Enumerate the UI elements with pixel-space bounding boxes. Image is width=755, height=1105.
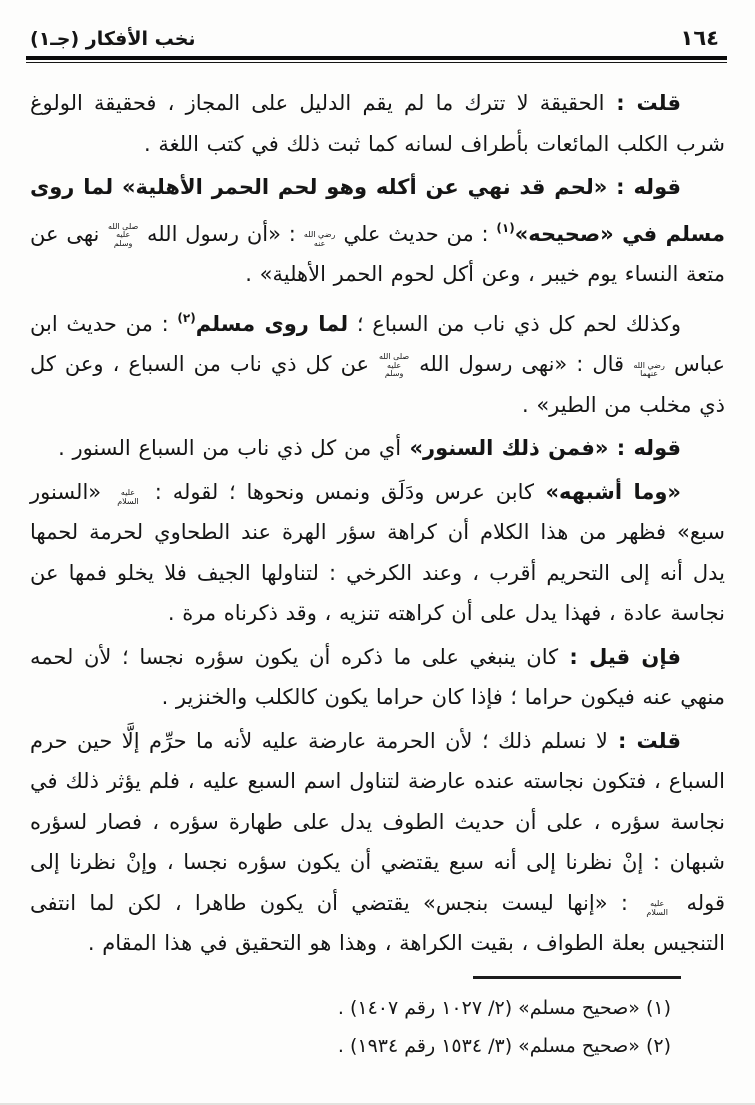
book-title: نخب الأفكار (جـ١): [30, 28, 196, 50]
paragraph: [30, 721, 725, 964]
honorific-mark: صلى الله عليه وسلم: [378, 352, 410, 378]
text-segment-bold: قلت :: [607, 728, 682, 753]
text-segment-bold: فإن قيل :: [558, 644, 681, 669]
text-segment-bold: قوله : «فمن ذلك السنور»: [401, 436, 681, 460]
paragraph: [30, 428, 725, 469]
text-segment: أي من كل ذي ناب من السباع السنور .: [58, 436, 402, 460]
text-segment: لا نسلم ذلك ؛ لأن الحرمة عارضة عليه لأنه ما حرِّم إلَّا حين حرم السباع ، فتكون نجاسته عنده عارضة لتناول اسم السبع عليه ، فلم يؤثر ذلك في نجاسة سؤره ، على أن حديث الطوف يدل على طهارة سؤره ، فصار لسؤره شبهان : إنْ نظرنا إلى أنه سبع يقتضي أن يكون سؤره نجسا ، وإنْ نظرنا إلى قوله: [30, 728, 725, 915]
paragraph: [30, 298, 725, 426]
footnotes: [24, 989, 729, 1065]
footnote: (١) «صحيح مسلم» (٢/ ١٠٢٧ رقم ١٤٠٧) .: [337, 996, 671, 1019]
honorific-mark: صلى الله عليه وسلم: [108, 221, 139, 248]
footnote: (٢) «صحيح مسلم» (٣/ ١٥٣٤ رقم ١٩٣٤) .: [337, 1034, 671, 1057]
footnote-separator: [473, 976, 681, 979]
text-segment: : من حديث علي: [335, 221, 497, 246]
footnote-marker: (٢): [177, 310, 196, 325]
header-rule: [26, 56, 727, 63]
text-segment: كان ينبغي على ما ذكره أن يكون سؤره نجسا ؛ لأن لحمه منهي عنه فيكون حراما ؛ فإذا كان حراما يكون كالكلب والخنزير .: [30, 644, 725, 709]
text-segment: «السنور سبع» فظهر من هذا الكلام أن كراهة سؤر الهرة عند الطحاوي لحرمة لحمها يدل أنه إلى التحريم أقرب ، وعند الكرخي : لتناولها الجيف فلا يخلو فمها عن نجاسة عادة ، فهذا يدل على أن كراهته تنزيه ، وقد ذكرناه مرة .: [30, 479, 725, 625]
honorific-mark: رضي الله عنه: [303, 230, 336, 248]
page-number: ١٦٤: [680, 26, 719, 50]
text-segment-bold: «وما أشبهه»: [533, 479, 681, 504]
text-segment: وكذلك لحم كل ذي ناب من السباع ؛: [348, 311, 681, 336]
text-segment: : «إنها ليست بنجس» يقتضي أن يكون طاهرا ، لكن لما انتفى التنجيس بعلة الطواف ، بقيت الكراهة ، وهذا هو التحقيق في هذا المقام .: [30, 890, 725, 955]
paragraph: [30, 472, 725, 634]
text-segment: نهى عن متعة النساء يوم خيبر ، وعن أكل لحوم الحمر الأهلية» .: [30, 221, 725, 286]
paragraph: [30, 637, 725, 718]
text-segment-bold: قوله : «لحم قد نهي عن أكله وهو لحم الحمر الأهلية» لما روى مسلم في «صحيحه»: [30, 175, 726, 246]
text-segment: قال : «نهى رسول الله: [410, 352, 634, 376]
page-header: [24, 22, 729, 56]
paragraph: [30, 167, 725, 295]
honorific-mark: عليه السلام: [117, 488, 139, 506]
text-segment: عن كل ذي ناب من السباع ، وعن كل ذي مخلب من الطير» .: [30, 352, 725, 417]
text-segment-bold: قلت :: [604, 91, 681, 115]
text-segment: الحقيقة لا تترك ما لم يقم الدليل على المجاز ، فحقيقة الولوغ شرب الكلب المائعات بأطراف لسانه كما ثبت ذلك في كتب اللغة .: [30, 91, 725, 156]
paragraph: [30, 83, 725, 164]
text-segment: : من حديث ابن عباس: [30, 311, 725, 376]
text-segment-bold: لما روى مسلم: [195, 311, 349, 336]
honorific-mark: عليه السلام: [646, 899, 668, 917]
text-segment: كابن عرس ودَلَق ونمس ونحوها ؛ لقوله :: [143, 479, 534, 504]
honorific-mark: رضي الله عنهما: [633, 360, 665, 378]
text-segment: : «أن رسول الله: [139, 221, 304, 246]
footnote-marker: (١): [496, 220, 515, 235]
body-text: [24, 83, 729, 964]
